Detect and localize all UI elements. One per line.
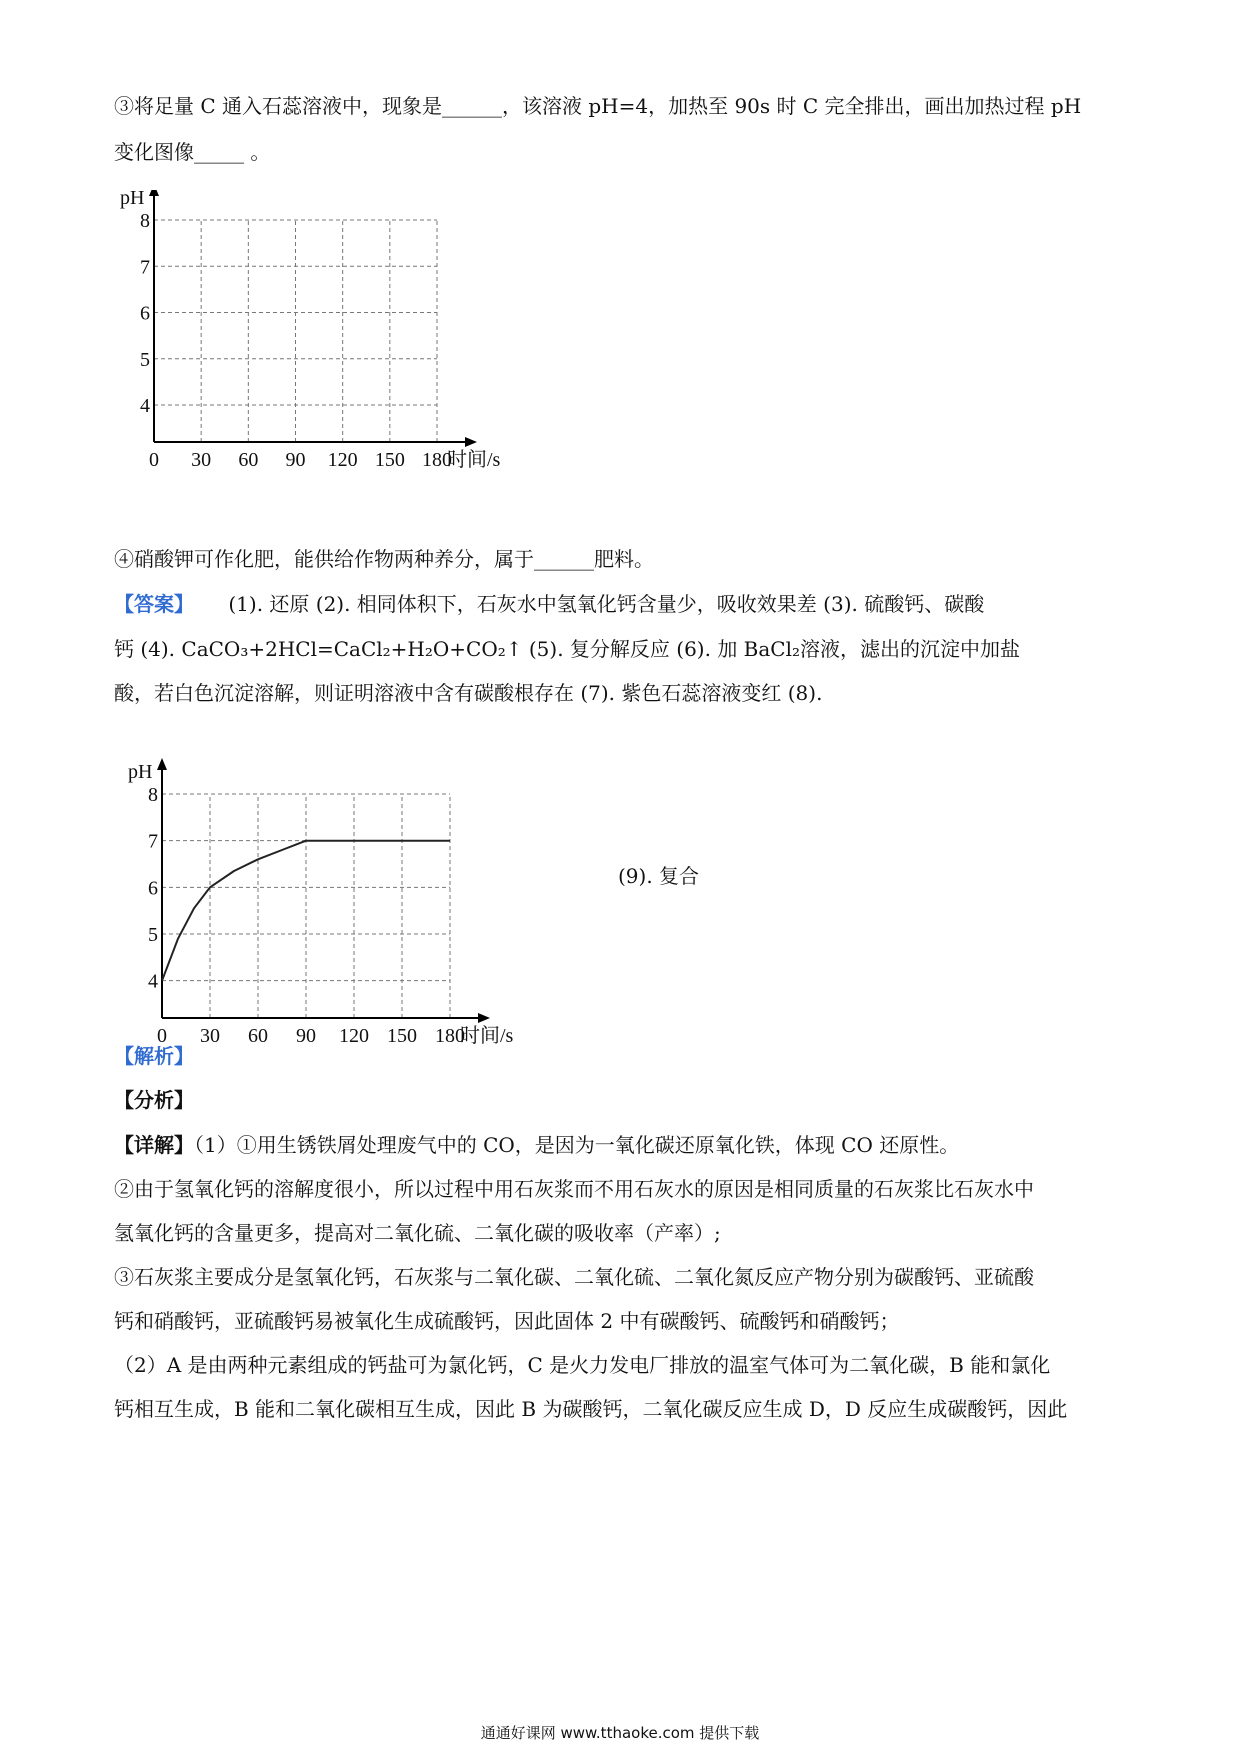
detail-line4: ③石灰浆主要成分是氢氧化钙，石灰浆与二氧化碳、二氧化硫、二氧化氮反应产物分别为碳酸钙、亚硫酸 (114, 1265, 1034, 1289)
x-tick-label: 60 (248, 1025, 268, 1047)
x-tick-label: 120 (339, 1025, 369, 1047)
answer-ph-chart (110, 732, 580, 1142)
x-axis-label: 时间/s (460, 1025, 514, 1047)
y-tick-label: 5 (140, 348, 150, 371)
y-tick-label: 4 (140, 395, 150, 417)
jiexi-label: 【解析】 (114, 1044, 194, 1068)
fenxi-label: 【分析】 (114, 1088, 194, 1112)
footer: 通通好课网 www.tthaoke.com 提供下载 (480, 1724, 760, 1742)
x-axis-label: 时间/s (447, 449, 501, 471)
y-axis-arrow (149, 190, 159, 196)
x-tick-label: 150 (387, 1025, 417, 1047)
x-tick-label: 90 (285, 449, 306, 471)
detail-line2: ②由于氢氧化钙的溶解度很小，所以过程中用石灰浆而不用石灰水的原因是相同质量的石灰浆比石灰水中 (114, 1177, 1034, 1201)
y-tick-label: 6 (148, 877, 158, 900)
y-tick-label: 6 (140, 302, 150, 325)
x-tick-label: 150 (374, 449, 405, 471)
y-tick-label: 7 (140, 256, 150, 279)
y-tick-label: 8 (140, 210, 150, 232)
x-tick-label: 60 (238, 449, 259, 471)
x-axis-arrow (478, 1013, 490, 1023)
x-tick-label: 0 (157, 1025, 167, 1047)
detail-line1 (114, 1131, 959, 1159)
y-tick-label: 4 (148, 970, 158, 993)
blank-ph-chart (110, 190, 570, 530)
question-3-line2: 变化图像_____ 。 (114, 140, 271, 164)
detail-line6: （2）A 是由两种元素组成的钙盐可为氯化钙，C 是火力发电厂排放的温室气体可为二氧化碳，B 能和氯化 (114, 1353, 1051, 1377)
x-tick-label: 180 (435, 1025, 465, 1047)
answer-line1 (114, 590, 984, 618)
answer-9: (9). 复合 (618, 864, 700, 888)
answer-line2: 钙 (4). CaCO₃+2HCl=CaCl₂+H₂O+CO₂↑ (5). 复分解反应 (6). 加 BaCl₂溶液，滤出的沉淀中加盐 (114, 637, 1021, 661)
answer-line3: 酸，若白色沉淀溶解，则证明溶液中含有碳酸根存在 (7). 紫色石蕊溶液变红 (8). (114, 681, 823, 705)
answer-text-1: (1). 还原 (2). 相同体积下，石灰水中氢氧化钙含量少，吸收效果差 (3). 硫酸钙、碳酸 (228, 592, 985, 616)
detail-line7: 钙相互生成，B 能和二氧化碳相互生成，因此 B 为碳酸钙，二氧化碳反应生成 D，D 反应生成碳酸钙，因此 (114, 1397, 1068, 1421)
y-axis-label: pH (120, 190, 145, 209)
y-tick-label: 7 (148, 830, 158, 853)
x-tick-label: 30 (200, 1025, 220, 1047)
x-tick-label: 30 (191, 449, 212, 471)
detail-line5: 钙和硝酸钙，亚硫酸钙易被氧化生成硫酸钙，因此固体 2 中有碳酸钙、硫酸钙和硝酸钙； (114, 1309, 900, 1333)
x-tick-label: 90 (296, 1025, 316, 1047)
x-axis-arrow (465, 437, 477, 447)
answer-label: 【答案】 (114, 592, 194, 616)
y-axis-arrow (157, 758, 167, 770)
y-tick-label: 5 (148, 924, 158, 946)
detail-text-1: （1）①用生锈铁屑处理废气中的 CO，是因为一氧化碳还原氧化铁，体现 CO 还原性。 (194, 1133, 960, 1157)
x-tick-label: 0 (149, 449, 159, 471)
detail-line3: 氢氧化钙的含量更多，提高对二氧化硫、二氧化碳的吸收率（产率）; (114, 1221, 721, 1245)
xiangjie-label: 【详解】 (114, 1133, 194, 1157)
y-axis-label: pH (128, 761, 153, 783)
x-tick-label: 120 (327, 449, 358, 471)
x-tick-label: 180 (422, 449, 452, 471)
question-3-line1: ③将足量 C 通入石蕊溶液中，现象是______，该溶液 pH=4，加热至 90s 时 C 完全排出，画出加热过程 pH (114, 94, 1082, 118)
question-4: ④硝酸钾可作化肥，能供给作物两种养分，属于______肥料。 (114, 547, 654, 571)
y-tick-label: 8 (148, 784, 158, 806)
